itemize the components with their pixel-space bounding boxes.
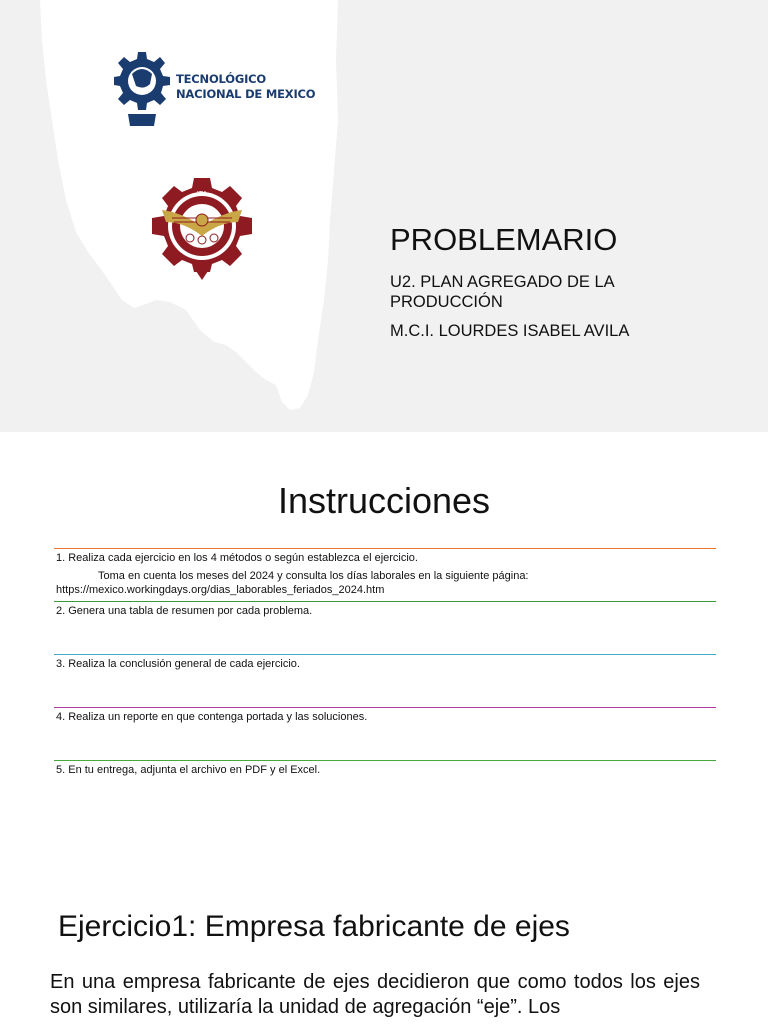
exercise-slide [0, 892, 768, 1024]
cover-slide [0, 0, 768, 432]
ita-gear-emblem-icon [150, 176, 254, 282]
instruction-note: Toma en cuenta los meses del 2024 y consulta los días laborales en la siguiente página: [98, 570, 529, 582]
cover-author: M.C.I. LOURDES ISABEL AVILA [390, 322, 630, 340]
tecnm-gear-icon [114, 50, 170, 130]
exercise-body: En una empresa fabricante de ejes decidieron que como todos los ejes son similares, utilizaría la unidad de agregación “eje”. Los [50, 971, 700, 1018]
ita-top-text: ITA [196, 190, 208, 198]
tecnm-logo [114, 48, 316, 132]
instruction-item-4 [54, 707, 716, 760]
instruction-item-1 [54, 548, 716, 601]
instruction-text: 2. Genera una tabla de resumen por cada problema. [56, 605, 313, 617]
instruction-url-link[interactable]: https://mexico.workingdays.org/dias_laborables_feriados_2024.htm [56, 584, 385, 596]
tecnm-wordmark [176, 72, 315, 102]
instruction-text: 5. En tu entrega, adjunta el archivo en PDF y el Excel. [56, 764, 321, 776]
cover-subtitle: U2. PLAN AGREGADO DE LA PRODUCCIÓN [390, 273, 614, 311]
tecnm-line1: TECNOLÓGICO [176, 72, 266, 86]
instruction-text: 3. Realiza la conclusión general de cada ejercicio. [56, 658, 300, 670]
instructions-title: Instrucciones [277, 480, 491, 521]
instruction-item-2 [54, 601, 716, 654]
ita-logo [150, 176, 254, 282]
instruction-item-3 [54, 654, 716, 707]
tecnm-line2: NACIONAL DE MEXICO [176, 87, 316, 101]
cover-title: PROBLEMARIO [390, 222, 618, 257]
instructions-slide [0, 432, 768, 892]
instruction-text: 4. Realiza un reporte en que contenga portada y las soluciones. [56, 711, 368, 723]
instruction-text: 1. Realiza cada ejercicio en los 4 métodos o según establezca el ejercicio. [56, 552, 418, 564]
exercise-title: Ejercicio1: Empresa fabricante de ejes [58, 910, 570, 943]
instruction-item-5 [54, 760, 716, 813]
instructions-list [54, 548, 716, 813]
